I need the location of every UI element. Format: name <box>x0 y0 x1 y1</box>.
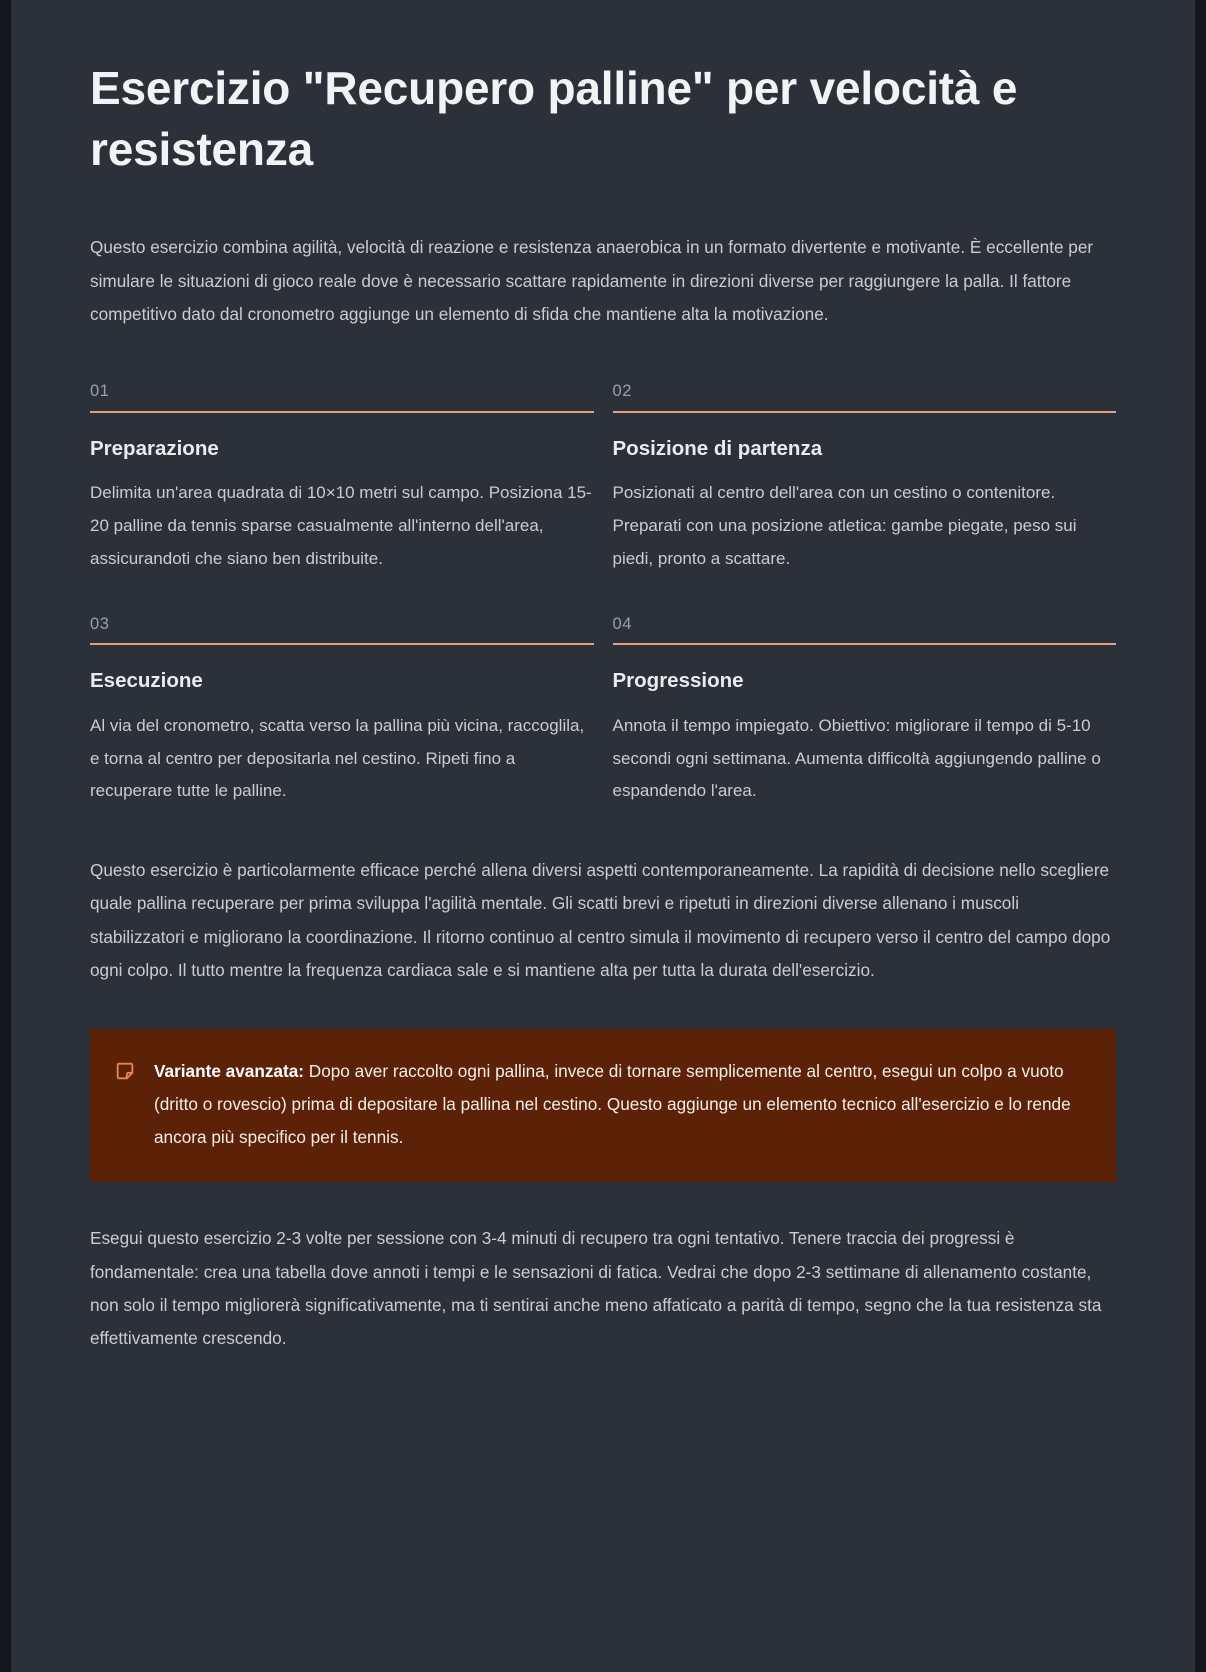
step-title: Esecuzione <box>90 669 203 693</box>
callout-label: Variante avanzata: <box>154 1060 304 1081</box>
document-panel <box>11 0 1195 1672</box>
sticky-note-icon <box>114 1060 136 1082</box>
closing-paragraph: Esegui questo esercizio 2-3 volte per sessione con 3-4 minuti di recupero tra ogni tentativo. Tenere traccia dei progressi è fondamentale: crea una tabella dove annoti i tempi e le sensazioni di fatica. Vedrai che dopo 2-3 settimane di allenamento costante, non solo il tempo migliorerà significativamente, ma ti sentirai anche meno affaticato a parità di tempo, segno che la tua resistenza sta effettivamente crescendo. <box>90 1228 1102 1349</box>
step-number: 02 <box>612 382 633 400</box>
step-title: Preparazione <box>90 436 219 460</box>
middle-paragraph: Questo esercizio è particolarmente efficace perché allena diversi aspetti contemporaneamente. La rapidità di decisione nello scegliere quale pallina recuperare per prima sviluppa l'agilità mentale. Gli scatti brevi e ripetuti in direzioni diverse allenano i muscoli stabilizzatori e migliorano la coordinazione. Il ritorno continuo al centro simula il movimento di recupero verso il centro del campo dopo ogni colpo. Il tutto mentre la frequenza cardiaca sale e si mantiene alta per tutta la durata dell'esercizio. <box>90 860 1111 980</box>
step-title: Progressione <box>612 669 744 693</box>
step-body: Al via del cronometro, scatta verso la pallina più vicina, raccoglila, e torna al centro per depositarla nel cestino. Ripeti fino a recuperare tutte le palline. <box>90 715 585 801</box>
steps-grid <box>90 361 1116 808</box>
step-body: Delimita un'area quadrata di 10×10 metri sul campo. Posiziona 15-20 palline da tennis sparse casualmente all'interno dell'area, assicurandoti che siano ben distribuite. <box>90 483 592 568</box>
step-title: Posizione di partenza <box>612 436 823 460</box>
step-card-01 <box>90 361 594 576</box>
step-number: 03 <box>90 614 110 633</box>
step-body: Posizionati al centro dell'area con un cestino o contenitore. Preparati con una posizione atletica: gambe piegate, peso sui piedi, pronto a scattare. <box>612 483 1077 568</box>
callout-body: Dopo aver raccolto ogni pallina, invece di tornare semplicemente al centro, esegui un colpo a vuoto (dritto o rovescio) prima di depositare la pallina nel cestino. Questo aggiunge un elemento tecnico all'esercizio e lo rende ancora più specifico per il tennis. <box>154 1060 1071 1148</box>
intro-paragraph: Questo esercizio combina agilità, velocità di reazione e resistenza anaerobica in un formato divertente e motivante. È eccellente per simulare le situazioni di gioco reale dove è necessario scattare rapidamente in direzioni diverse per raggiungere la palla. Il fattore competitivo dato dal cronometro aggiunge un elemento di sfida che mantiene alta la motivazione. <box>90 237 1094 324</box>
step-card-02 <box>613 361 1117 576</box>
page-title: Esercizio "Recupero palline" per velocità e resistenza <box>90 62 1018 175</box>
advanced-variant-callout <box>90 1029 1116 1183</box>
step-card-03 <box>90 576 594 809</box>
step-number: 01 <box>90 382 110 400</box>
step-card-04 <box>613 576 1117 809</box>
step-number: 04 <box>612 614 633 633</box>
step-body: Annota il tempo impiegato. Obiettivo: migliorare il tempo di 5-10 secondi ogni settimana. Aumenta difficoltà aggiungendo palline o espandendo l'area. <box>612 715 1101 801</box>
callout-text <box>154 1055 1088 1155</box>
